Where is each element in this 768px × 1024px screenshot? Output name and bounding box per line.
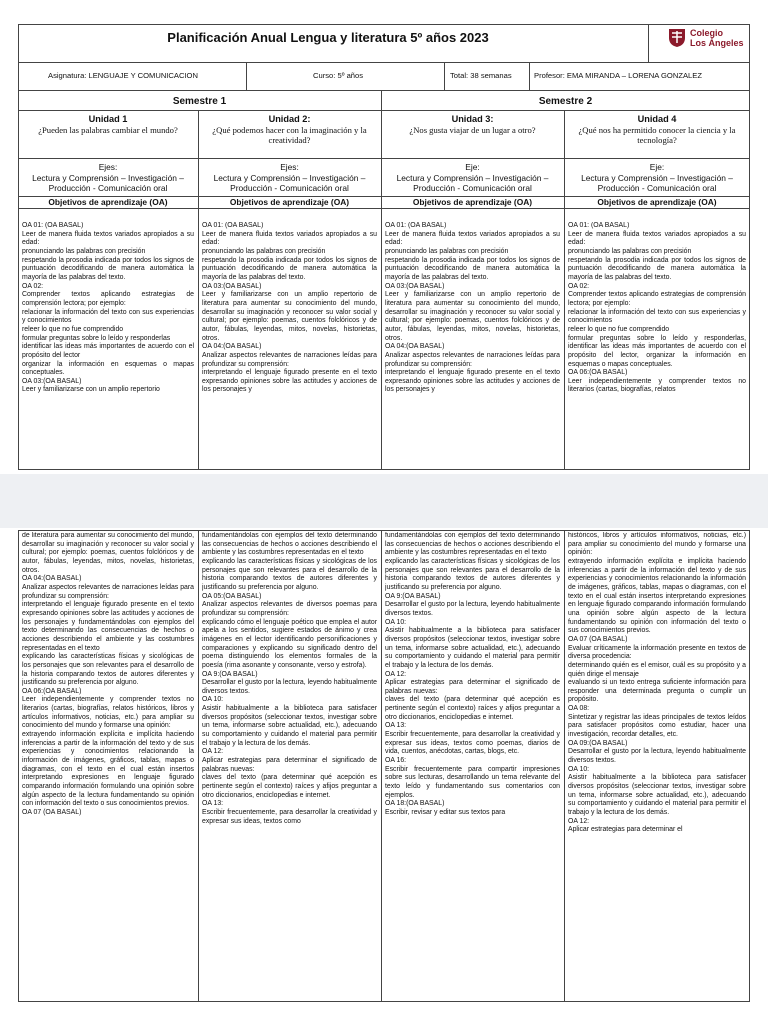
objective-text: formular preguntas sobre lo leído y responderlas, identificar las ideas más importantes de acuerdo con el propósito del lector, organizar la información en esquemas o mapas conceptuales. [568,334,746,368]
objective-text: de literatura para aumentar su conocimiento del mundo, desarrollar su imaginación y reconocer su valor social y cultural; por ejemplo: poemas, cuentos folclóricos y de autor, fábulas, leyendas, mitos, novelas, historietas, otros. [22,532,194,574]
objective-text: explicando las características físicas y sicológicas de los personajes que son relevantes para el desarrollo de la historia comparando textos de autores diferentes y justificando su preferencia por alguno. [385,557,560,591]
objective-code: OA 08: [568,705,590,713]
objective-text: Sintetizar y registrar las ideas principales de textos leídos para satisfacer propósitos como estudiar, hacer una investigación, recordar detalles, etc. [568,713,746,739]
objective-text: determinando quién es el emisor, cuál es su propósito y a quién dirige el mensaje [568,661,746,678]
objectives-unit-4-cont [568,532,746,1000]
objectives-unit-3 [385,222,560,468]
unit-name: Unidad 2: [268,114,311,124]
objective-text: extrayendo información explícita e implícita haciendo inferencias a partir de la información del texto y de sus experiencias y conocimientos relacionando la información de imágenes, gráficos, tablas, mapas o diagramas, con el texto en el cual están insertos interpretando expresiones en lenguaje figurado comparando información formulando una opinión sobre algún aspecto de la lectura fundamentando su opinión con información del texto o sus conocimientos previos. [568,557,746,635]
unit-1-header [22,114,194,135]
objective-text: releer lo que no fue comprendido [568,325,670,333]
objective-text: relacionar la información del texto con sus experiencias y conocimientos [568,308,746,325]
objective-text: fundamentándolas con ejemplos del texto determinando las consecuencias de hechos o acciones describiendo el ambiente y las costumbres representadas en el texto [202,532,377,557]
objective-text: Leer de manera fluida textos variados apropiados a su edad: [568,230,746,247]
objective-text: respetando la prosodia indicada por todos los signos de puntuación decodificando de manera automática la mayoría de las palabras del texto. [385,256,560,281]
objective-text: respetando la prosodia indicada por todos los signos de puntuación decodificando de manera automática la mayoría de las palabras del texto. [202,256,377,281]
objective-code: OA 03:(OA BASAL) [202,282,262,290]
objective-text: respetando la prosodia indicada por todos los signos de puntuación decodificando de manera automática la mayoría de las palabras del texto. [568,256,746,281]
ejes-text: Lectura y Comprensión – Investigación – Producción - Comunicación oral [32,172,184,193]
objective-code: OA 07 (OA BASAL) [22,809,82,816]
objective-text: Desarrollar el gusto por la lectura, leyendo habitualmente diversos textos. [202,679,377,695]
objective-text: Aplicar estrategias para determinar el [568,826,683,834]
objective-code: OA 01: (OA BASAL) [202,222,264,229]
objective-text: interpretando el lenguaje figurado presente en el texto expresando opiniones sobre las actitudes y acciones de los personajes y [202,369,377,394]
objective-code: OA 12: [568,817,590,825]
objective-code: OA 13: [385,722,407,730]
ejes-text: Lectura y Comprensión – Investigación – Producción - Comunicación oral [213,172,366,193]
objective-text: interpretando el lenguaje figurado presente en el texto expresando opiniones sobre las actitudes y acciones de los personajes y fundamentándolas con ejemplos del texto determinando las consecuencias de hechos o acciones describiendo el ambiente y las costumbres representadas en el texto [22,601,194,652]
objective-text: releer lo que no fue comprendido [22,325,124,333]
total-semanas: Total: 38 semanas [450,71,512,80]
objective-code: OA 05:(OA BASAL) [202,592,262,600]
objective-code: OA 02: [22,282,44,290]
objective-code: OA 04:(OA BASAL) [385,343,445,351]
objectives-unit-1-cont [22,532,194,1000]
objective-text: identificar las ideas más importantes de acuerdo con el propósito del lector [22,343,194,359]
asignatura: Asignatura: LENGUAJE Y COMUNICACION [48,71,198,80]
objective-code: OA 03:(OA BASAL) [22,377,82,385]
objective-code: OA 09:(OA BASAL) [568,739,628,747]
objective-text: Analizar aspectos relevantes de narraciones leídas para profundizar su comprensión: [202,351,377,368]
objective-text: explicando las características físicas y sicológicas de los personajes que son relevantes para el desarrollo de la historia comparando textos de autores diferentes y justificando su preferencia por alguno. [22,653,194,687]
ejes-unit-3 [385,162,560,194]
objective-code: OA 04:(OA BASAL) [202,343,262,351]
objective-text: Leer independientemente y comprender textos no literarios (cartas, biografías, relatos históricos, libros y artículos informativos, noticias, etc.) para ampliar su conocimiento del mundo y formarse una opinión: [22,696,194,730]
objective-text: Leer de manera fluida textos variados apropiados a su edad: [22,230,194,247]
objective-code: OA 18:(OA BASAL) [385,800,445,808]
objective-text: Asistir habitualmente a la biblioteca para satisfacer diversos propósitos (seleccionar textos, investigar sobre un tema, informarse sobre actualidad, etc.), adecuando su comportamiento y cuidando el material para permitir el trabajo y la lectura de los demás. [568,774,746,816]
semester-2-header: Semestre 2 [538,96,593,107]
objective-text: Leer y familiarizarse con un amplio repertorio de literatura para aumentar su conocimiento del mundo, desarrollar su imaginación y reconocer su valor social y cultural; por ejemplo: poemas, cuentos folclóricos y de autor, fábulas, leyendas, mitos, novelas, historietas, otros. [385,291,560,342]
profesor: Profesor: EMA MIRANDA – LORENA GONZALEZ [534,71,702,80]
objective-text: Escribir, revisar y editar sus textos para [385,809,506,816]
school-logo [668,28,744,48]
objective-text: Aplicar estrategias para determinar el significado de palabras nuevas: [202,757,377,773]
objective-text: Analizar aspectos relevantes de narraciones leídas para profundizar su comprensión: [385,351,560,368]
objective-text: formular preguntas sobre lo leído y responderlas [22,334,171,342]
objectives-unit-1 [22,222,194,468]
unit-4-header [568,114,746,146]
objective-text: Leer y familiarizarse con un amplio repertorio [22,386,160,394]
objective-text: Leer de manera fluida textos variados apropiados a su edad: [385,230,560,247]
page-2 [0,528,768,1024]
objective-text: Leer de manera fluida textos variados apropiados a su edad: [202,230,377,247]
ejes-label: Ejes: [98,162,118,172]
objective-text: pronunciando las palabras con precisión [202,247,326,255]
page-gap [0,474,768,528]
page-1 [0,0,768,474]
ejes-unit-2 [202,162,377,194]
objective-text: Leer y familiarizarse con un amplio repertorio de literatura para aumentar su conocimiento del mundo, desarrollar su imaginación y reconocer su valor social y cultural; por ejemplo: poemas, cuentos folclóricos y de autor, fábulas, leyendas, mitos, novelas, historietas, otros. [202,291,377,342]
objective-code: OA 01: (OA BASAL) [385,222,447,229]
objective-code: OA 9:(OA BASAL) [202,670,258,678]
objective-text: Comprender textos aplicando estrategias de comprensión lectora; por ejemplo: [568,291,746,307]
objectives-unit-2 [202,222,377,468]
objectives-unit-4 [568,222,746,468]
objective-text: respetando la prosodia indicada por todos los signos de puntuación decodificando de manera automática la mayoría de las palabras del texto. [22,256,194,281]
unit-3-header [385,114,560,135]
objective-text: pronunciando las palabras con precisión [568,247,692,255]
unit-name: Unidad 3: [451,114,494,124]
objective-code: OA 12: [202,748,224,756]
objective-code: OA 01: (OA BASAL) [568,222,630,229]
objective-text: Escribir frecuentemente, para desarrollar la creatividad y expresar sus ideas, textos como [202,809,377,825]
objective-code: OA 04:(OA BASAL) [22,575,82,583]
objective-text: Desarrollar el gusto por la lectura, leyendo habitualmente diversos textos. [568,748,746,765]
objective-text: Aplicar estrategias para determinar el significado de palabras nuevas: [385,679,560,695]
oa-header-2: Objetivos de aprendizaje (OA) [229,197,350,207]
logo-line-1: Colegio [690,28,723,38]
objective-text: interpretando el lenguaje figurado presente en el texto expresando opiniones sobre las actitudes y acciones de los personajes y [385,369,560,394]
oa-header-3: Objetivos de aprendizaje (OA) [412,197,533,207]
objective-code: OA 12: [385,670,407,678]
oa-header-4: Objetivos de aprendizaje (OA) [597,197,717,207]
objective-text: explicando cómo el lenguaje poético que emplea el autor apela a los sentidos, sugiere estados de ánimo y crea imágenes en el lector identificando personificaciones y comparaciones y explicando su significado dentro del poema distinguiendo los elementos formales de la poesía (rima asonante y consonante, verso y estrofa). [202,618,377,669]
objective-text: pronunciando las palabras con precisión [22,247,146,255]
objective-text: explicando las características físicas y sicológicas de los personajes que son relevantes para el desarrollo de la historia comparando textos de autores diferentes y justificando su preferencia por alguno. [202,557,377,591]
objective-text: Escribir frecuentemente, para desarrollar la creatividad y expresar sus ideas, textos como poemas, diarios de vida, cuentos, anécdotas, cartas, blogs, etc. [385,731,560,756]
unit-question: ¿Pueden las palabras cambiar el mundo? [38,124,178,135]
unit-question: ¿Nos gusta viajar de un lugar a otro? [409,124,536,135]
ejes-unit-1 [22,162,194,194]
objective-code: OA 02: [568,282,590,290]
objective-code: OA 10: [385,618,407,626]
page-title: Planificación Anual Lengua y literatura 5º años 2023 [167,30,489,45]
ejes-unit-4 [568,162,746,194]
logo-line-2: Los Ángeles [690,38,744,48]
objective-text: Analizar aspectos relevantes de narraciones leídas para profundizar su comprensión: [22,583,194,600]
objective-text: Analizar aspectos relevantes de diversos poemas para profundizar su comprensión: [202,601,377,617]
ejes-label: Eje: [649,162,665,172]
school-crest-icon [668,28,686,48]
objective-code: OA 13: [202,800,224,808]
objective-text: Evaluar críticamente la información presente en textos de diversa procedencia: [568,644,746,661]
ejes-text: Lectura y Comprensión – Investigación – Producción - Comunicación oral [581,172,733,193]
objective-code: OA 16: [385,757,407,765]
ejes-text: Lectura y Comprensión – Investigación – Producción - Comunicación oral [396,172,549,193]
semester-1-header: Semestre 1 [172,96,227,107]
objective-code: OA 03:(OA BASAL) [385,282,445,290]
objectives-unit-3-cont [385,532,560,1000]
objectives-unit-2-cont [202,532,377,1000]
curso: Curso: 5º años [313,71,364,80]
objective-code: OA 06:(OA BASAL) [568,369,628,377]
ejes-label: Ejes: [280,162,299,172]
objective-code: OA 07 (OA BASAL) [568,635,628,643]
objective-text: extrayendo información explícita e implícita haciendo inferencias a partir de la información del texto y de sus experiencias y conocimientos relacionando la información de imágenes, gráficos, tablas, mapas o diagramas, con el texto en el cual están insertos interpretando expresiones en lenguaje figurado comparando información formulando una opinión sobre algún aspecto de la lectura fundamentando su opinión con información del texto o sus conocimientos previos. [22,731,194,808]
oa-header-1: Objetivos de aprendizaje (OA) [48,197,168,207]
objective-text: claves del texto (para determinar qué acepción es pertinente según el contexto) raíces y afijos preguntar a otro diccionarios, enciclopedias e internet. [202,774,377,799]
objective-text: claves del texto (para determinar qué acepción es pertinente según el contexto) raíces y afijos preguntar a otro diccionarios, enciclopedias e internet. [385,696,560,721]
objective-code: OA 10: [202,696,224,704]
objective-text: Asistir habitualmente a la biblioteca para satisfacer diversos propósitos (seleccionar textos, investigar sobre un tema, informarse sobre actualidad, etc.), adecuando su comportamiento y cuidando el material para permitir el trabajo y la lectura de los demás. [385,627,560,669]
objective-text: Comprender textos aplicando estrategias de comprensión lectora; por ejemplo: [22,291,194,307]
objective-text: Leer independientemente y comprender textos no literarios (cartas, biografías, relatos [568,377,746,394]
objective-text: Asistir habitualmente a la biblioteca para satisfacer diversos propósitos (seleccionar textos, investigar sobre un tema, informarse sobre actualidad, etc.), adecuando su comportamiento y cuidando el material para permitir el trabajo y la lectura de los demás. [202,705,377,747]
objective-text: pronunciando las palabras con precisión [385,247,509,255]
unit-name: Unidad 4 [637,114,677,124]
objective-text: organizar la información en esquemas o mapas conceptuales. [22,360,194,377]
unit-2-header [202,114,377,146]
objective-code: OA 06:(OA BASAL) [22,687,82,695]
objective-text: fundamentándolas con ejemplos del texto determinando las consecuencias de hechos o acciones describiendo el ambiente y las costumbres representadas en el texto [385,532,560,557]
objective-text: Escribir frecuentemente para compartir impresiones sobre sus lecturas, desarrollando un tema relevante del texto leído y fundamentando sus comentarios con ejemplos. [385,765,560,799]
objective-code: OA 10: [568,765,590,773]
unit-question: ¿Qué podemos hacer con la imaginación y la creatividad? [212,124,367,145]
objective-text: relacionar la información del texto con sus experiencias y conocimientos [22,308,194,325]
objective-code: OA 01: (OA BASAL) [22,222,84,229]
objective-code: OA 9:(OA BASAL) [385,592,441,600]
objective-text: históricos, libros y artículos informativos, noticias, etc.) para ampliar su conocimiento del mundo y formarse una opinión: [568,532,746,557]
objective-text: evaluando si un texto entrega suficiente información para responder una determinada pregunta o cumplir un propósito. [568,679,746,704]
unit-name: Unidad 1 [88,114,128,124]
ejes-label: Eje: [465,162,480,172]
unit-question: ¿Qué nos ha permitido conocer la ciencia y la tecnología? [578,124,736,145]
objective-text: Desarrollar el gusto por la lectura, leyendo habitualmente diversos textos. [385,601,560,617]
